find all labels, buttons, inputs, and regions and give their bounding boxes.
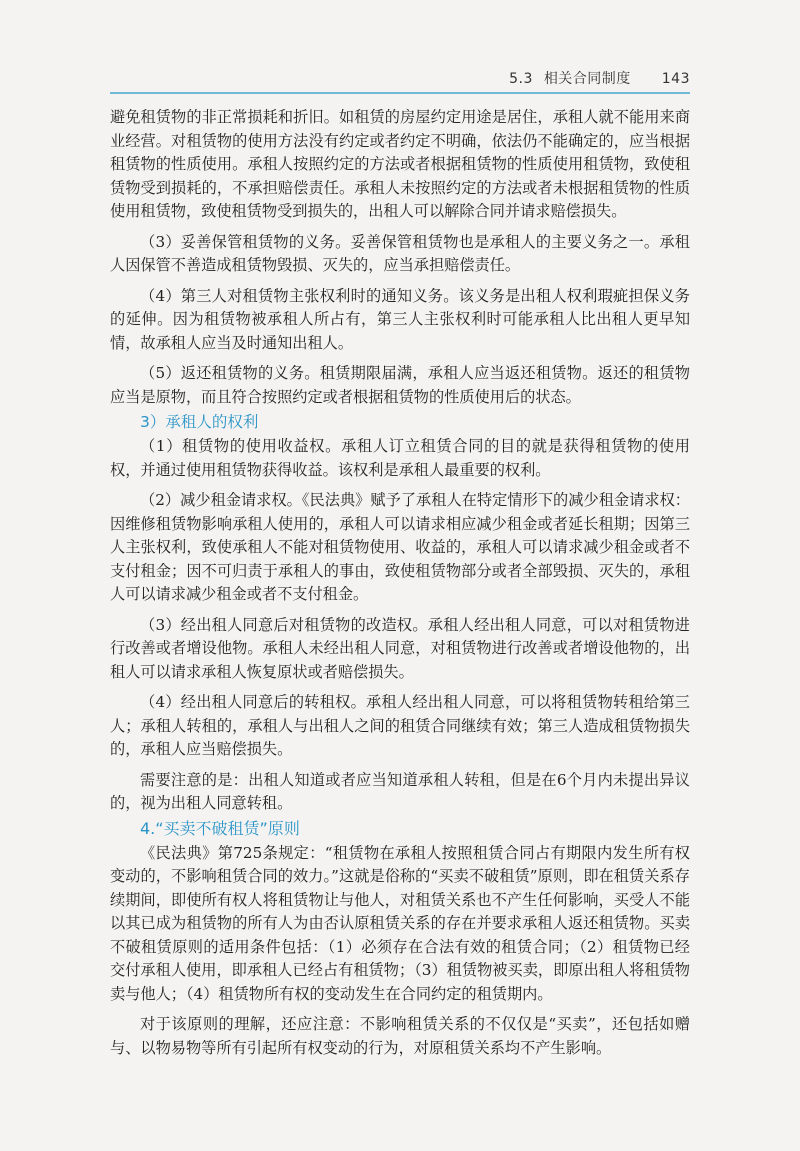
section-title: 相关合同制度 (543, 71, 631, 87)
section-number: 5.3 (509, 71, 533, 87)
running-header (110, 68, 690, 90)
paragraph-right-rent-reduction: （2）减少租金请求权。《民法典》赋予了承租人在特定情形下的减少租金请求权：因维修租赁物影响承租人使用的，承租人可以请求相应减少租金或者延长租期；因第三人主张权利，致使承租人不能对租赁物使用、收益的，承租人可以请求减少租金或者不支付租金；因不可归责于承租人的事由，致使租赁物部分或者全部毁损、灭失的，承租人可以请求减少租金或者不支付租金。 (110, 491, 690, 603)
paragraph-article-725: 《民法典》第725条规定：“租赁物在承租人按照租赁合同占有期限内发生所有权变动的，不影响租赁合同的效力。”这就是俗称的“买卖不破租赁”原则，即在租赁关系存续期间，即使所有权人将租赁物让与他人，对租赁关系也不产生任何影响，买受人不能以其已成为租赁物的所有人为由否认原租赁关系的存在并要求承租人返还租赁物。买卖不破租赁原则的适用条件包括：（1）必须存在合法有效的租赁合同；（2）租赁物已经交付承租人使用，即承租人已经占有租赁物；（3）租赁物被买卖，即原出租人将租赁物卖与他人；（4）租赁物所有权的变动发生在合同约定的租赁期内。 (110, 843, 690, 1003)
subheading-lessee-rights: 3）承租人的权利 (140, 413, 259, 431)
paragraph-duty-return: （5）返还租赁物的义务。租赁期限届满，承租人应当返还租赁物。返还的租赁物应当是原物，而且符合按照约定或者根据租赁物的性质使用后的状态。 (110, 364, 690, 406)
paragraph-principle-note: 对于该原则的理解，还应注意：不影响租赁关系的不仅仅是“买卖”，还包括如赠与、以物易物等所有引起所有权变动的行为，对原租赁关系均不产生影响。 (110, 1015, 690, 1057)
subheading-sale-principle: 4.“买卖不破租赁”原则 (140, 818, 300, 838)
header-text (509, 68, 690, 88)
page-number: 143 (661, 71, 690, 87)
paragraph-sublease-note: 需要注意的是：出租人知道或者应当知道承租人转租，但是在6个月内未提出异议的，视为出租人同意转租。 (110, 770, 690, 812)
paragraph-duty-notice: （4）第三人对租赁物主张权利时的通知义务。该义务是出租人权利瑕疵担保义务的延伸。因为租赁物被承租人所占有，第三人主张权利时可能承租人比出租人更早知情，故承租人应当及时通知出租人。 (110, 286, 690, 352)
paragraph-right-sublease: （4）经出租人同意后的转租权。承租人经出租人同意，可以将租赁物转租给第三人；承租人转租的，承租人与出租人之间的租赁合同继续有效；第三人造成租赁物损失的，承租人应当赔偿损失。 (110, 693, 690, 758)
page-body (110, 106, 690, 1060)
paragraph-continuation: 避免租赁物的非正常损耗和折旧。如租赁的房屋约定用途是居住，承租人就不能用来商业经营。对租赁物的使用方法没有约定或者约定不明确，依法仍不能确定的，应当根据租赁物的性质使用。承租人按照约定的方法或者根据租赁物的性质使用租赁物，致使租赁物受到损耗的，不承担赔偿责任。承租人未按照约定的方法或者未根据租赁物的性质使用租赁物，致使租赁物受到损失的，出租人可以解除合同并请求赔偿损失。 (110, 108, 690, 220)
header-rule (110, 92, 690, 94)
paragraph-right-use: （1）租赁物的使用收益权。承租人订立租赁合同的目的就是获得租赁物的使用权，并通过使用租赁物获得收益。该权利是承租人最重要的权利。 (110, 437, 690, 479)
paragraph-duty-safekeeping: （3）妥善保管租赁物的义务。妥善保管租赁物也是承租人的主要义务之一。承租人因保管不善造成租赁物毁损、灭失的，应当承担赔偿责任。 (110, 232, 690, 274)
paragraph-right-improvement: （3）经出租人同意后对租赁物的改造权。承租人经出租人同意，可以对租赁物进行改善或者增设他物。承租人未经出租人同意，对租赁物进行改善或者增设他物的，出租人可以请求承租人恢复原状或者赔偿损失。 (110, 615, 690, 681)
